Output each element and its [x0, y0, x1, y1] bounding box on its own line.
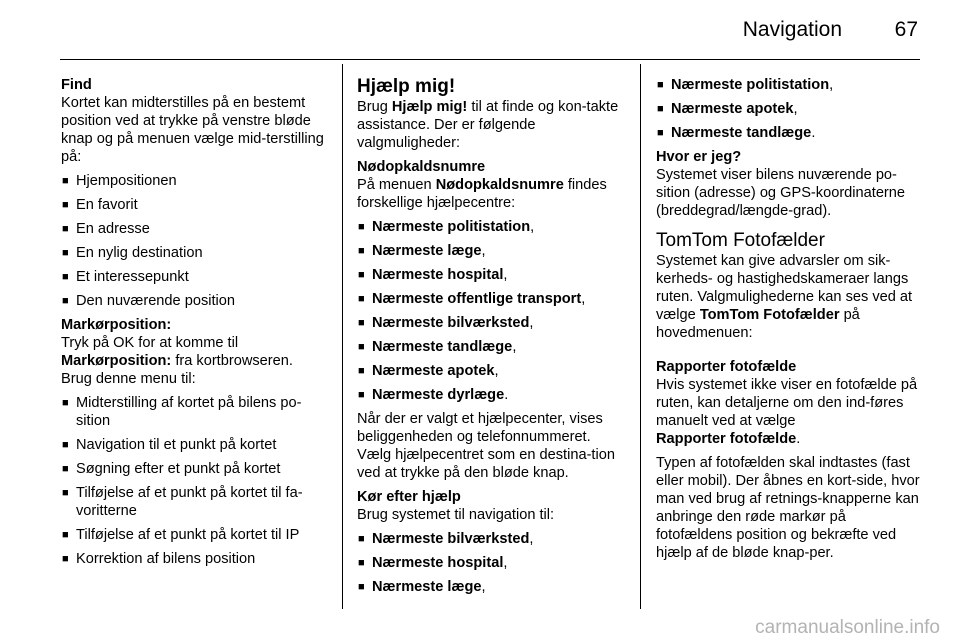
column-1: [61, 76, 326, 568]
watermark: carmanualsonline.info: [755, 617, 940, 638]
list-item: ■ Midterstilling af kortet på bilens po-sition: [61, 394, 326, 430]
list-item: ■ Den nuværende position: [61, 292, 326, 310]
type-text: Typen af fotofælden skal indtastes (fast eller mobil). Der åbnes en kort-side, hvor man ved brug af retnings-knapperne kan anbringe den røde markør på fotofældens position og bekræfte ved hjælp af de bløde knap-per.: [656, 455, 920, 561]
find-list: [61, 172, 326, 310]
list-item: ■ Nærmeste tandlæge,: [357, 338, 627, 356]
help-text: Brug Hjælp mig! til at finde og kon-takte assistance. Der er følgende valgmuligheder:: [357, 99, 619, 151]
tomtom-text: Systemet kan give advarsler om sik-kerheds- og hastighedskameraer langs ruten. Valgmulighederne kan ses ved at vælge TomTom Fotofælder på hovedmenuen:: [656, 253, 913, 341]
list-item: ■ Nærmeste hospital,: [357, 266, 627, 284]
list-item: ■ En adresse: [61, 220, 326, 238]
list-item: ■ En nylig destination: [61, 244, 326, 262]
list-item: ■ Tilføjelse af et punkt på kortet til fa-voritterne: [61, 484, 326, 520]
cursor-list: [61, 394, 326, 568]
list-item: ■ Navigation til et punkt på kortet: [61, 436, 326, 454]
drive-text: Brug systemet til navigation til:: [357, 507, 555, 523]
list-item: ■ Søgning efter et punkt på kortet: [61, 460, 326, 478]
tomtom-heading: TomTom Fotofælder: [656, 230, 825, 251]
column-2: [357, 76, 627, 596]
page-number: 67: [894, 18, 918, 41]
report-text: Hvis systemet ikke viser en fotofælde på ruten, kan detaljerne om den ind-føres manuelt ved at vælge Rapporter fotofælde.: [656, 377, 918, 447]
find-text: Kortet kan midterstilles på en bestemt position ved at trykke på venstre bløde knap og på menuen vælge mid-terstilling på:: [61, 95, 324, 165]
list-item: ■ Nærmeste politistation,: [656, 76, 924, 94]
list-item: ■ Hjempositionen: [61, 172, 326, 190]
page-header: [0, 0, 960, 60]
report-heading: Rapporter fotofælde: [656, 359, 797, 375]
continued-list: [656, 76, 924, 142]
cursor-heading: Markørposition:: [61, 317, 172, 333]
where-heading: Hvor er jeg?: [656, 149, 742, 165]
emergency-heading: Nødopkaldsnumre: [357, 159, 486, 175]
list-item: ■ Korrektion af bilens position: [61, 550, 326, 568]
column-divider-2: [640, 64, 641, 609]
drive-heading: Kør efter hjælp: [357, 489, 461, 505]
list-item: ■ Nærmeste offentlige transport,: [357, 290, 627, 308]
header-rule: [60, 59, 920, 60]
cursor-text: Tryk på OK for at komme til Markørposition: fra kortbrowseren. Brug denne menu til:: [61, 335, 293, 387]
list-item: ■ Nærmeste apotek,: [357, 362, 627, 380]
list-item: ■ Nærmeste dyrlæge.: [357, 386, 627, 404]
column-3: [656, 76, 924, 562]
list-item: ■ Nærmeste politistation,: [357, 218, 627, 236]
emergency-text: På menuen Nødopkaldsnumre findes forskellige hjælpecentre:: [357, 177, 607, 211]
where-text: Systemet viser bilens nuværende po-sition (adresse) og GPS-koordinaterne (breddegrad/længde-grad).: [656, 167, 906, 219]
help-heading: Hjælp mig!: [357, 76, 456, 97]
emergency-list: [357, 218, 627, 404]
list-item: ■ Tilføjelse af et punkt på kortet til IP: [61, 526, 326, 544]
column-divider-1: [342, 64, 343, 609]
find-heading: Find: [61, 77, 92, 93]
page-title: Navigation: [742, 18, 842, 41]
list-item: ■ En favorit: [61, 196, 326, 214]
list-item: ■ Nærmeste læge,: [357, 578, 627, 596]
list-item: ■ Nærmeste læge,: [357, 242, 627, 260]
list-item: ■ Et interessepunkt: [61, 268, 326, 286]
list-item: ■ Nærmeste bilværksted,: [357, 314, 627, 332]
list-item: ■ Nærmeste apotek,: [656, 100, 924, 118]
emergency-after-text: Når der er valgt et hjælpecenter, vises beliggenheden og telefonnummeret. Vælg hjælpecentret som en destina-tion ved at trykke på den bløde knap.: [357, 411, 615, 481]
list-item: ■ Nærmeste hospital,: [357, 554, 627, 572]
list-item: ■ Nærmeste tandlæge.: [656, 124, 924, 142]
list-item: ■ Nærmeste bilværksted,: [357, 530, 627, 548]
drive-list: [357, 530, 627, 596]
